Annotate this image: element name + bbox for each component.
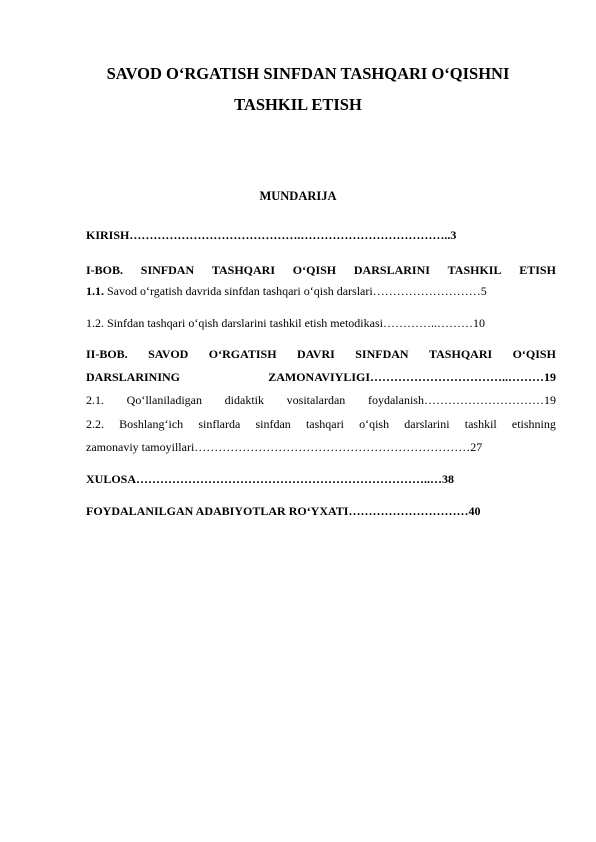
- toc-word: tashqari: [305, 417, 344, 431]
- toc-entry-chapter-2-line-2: [86, 369, 556, 385]
- toc-word: 2.2.: [86, 417, 104, 431]
- toc-word: 2.1.: [86, 393, 104, 407]
- toc-word: II-BOB.: [86, 347, 128, 361]
- toc-word: etishning: [511, 417, 556, 431]
- toc-word: sinflarda: [198, 417, 241, 431]
- toc-word: sinfdan: [255, 417, 291, 431]
- toc-word: darslarini: [404, 417, 450, 431]
- toc-word: didaktik: [224, 393, 264, 407]
- toc-word: o‘qish: [359, 417, 390, 431]
- toc-word: TASHQARI: [429, 347, 493, 361]
- document-title-line-2: TASHKIL ETISH: [234, 95, 362, 114]
- toc-entry-references: FOYDALANILGAN ADABIYOTLAR RO‘YXATI…………………………40: [86, 504, 481, 518]
- toc-item-text: Savod o‘rgatish davrida sinfdan tashqari o‘qish darslari………………………5: [104, 284, 487, 298]
- toc-word: foydalanish…………………………19: [367, 393, 556, 407]
- toc-word: O‘QISH: [292, 263, 337, 277]
- toc-word: DAVRI: [297, 347, 335, 361]
- toc-entry-xulosa: XULOSA………………………………………………………………..…38: [86, 472, 455, 486]
- toc-item-number: 1.1.: [86, 284, 104, 298]
- toc-word: DARSLARINING: [86, 370, 181, 384]
- document-title-line-1: SAVOD O‘RGATISH SINFDAN TASHQARI O‘QISHNI: [106, 64, 510, 83]
- toc-entry-2-2-line-2: zamonaviy tamoyillari……………………………………………………………27: [86, 440, 483, 454]
- toc-entry-1-2: 1.2. Sinfdan tashqari o‘qish darslarini tashkil etish metodikasi…………..………10: [86, 316, 485, 330]
- toc-word: Qo‘llaniladigan: [126, 393, 202, 407]
- toc-word: O‘QISH: [512, 347, 556, 361]
- toc-word: ETISH: [519, 263, 556, 277]
- toc-word: Boshlang‘ich: [119, 417, 184, 431]
- toc-word: SINFDAN: [140, 263, 195, 277]
- toc-word: ZAMONAVIYLIGI……………………………..………19: [268, 370, 556, 384]
- toc-word: SAVOD: [148, 347, 189, 361]
- toc-entry-kirish: KIRISH…………………………………….………………………………..3: [86, 228, 457, 242]
- toc-word: tashkil: [464, 417, 497, 431]
- toc-word: SINFDAN: [355, 347, 409, 361]
- toc-word: TASHKIL: [447, 263, 502, 277]
- toc-word: vositalardan: [286, 393, 346, 407]
- toc-entry-chapter-2-line-1: [86, 346, 556, 362]
- toc-word: DARSLARINI: [353, 263, 430, 277]
- toc-word: O‘RGATISH: [208, 347, 277, 361]
- toc-heading: MUNDARIJA: [259, 189, 337, 203]
- toc-word: I-BOB.: [86, 263, 124, 277]
- toc-entry-2-1: [86, 392, 556, 408]
- toc-entry-2-2-line-1: [86, 416, 556, 432]
- toc-entry-chapter-1: [86, 262, 556, 278]
- toc-word: TASHQARI: [211, 263, 276, 277]
- toc-entry-1-1: [86, 283, 556, 299]
